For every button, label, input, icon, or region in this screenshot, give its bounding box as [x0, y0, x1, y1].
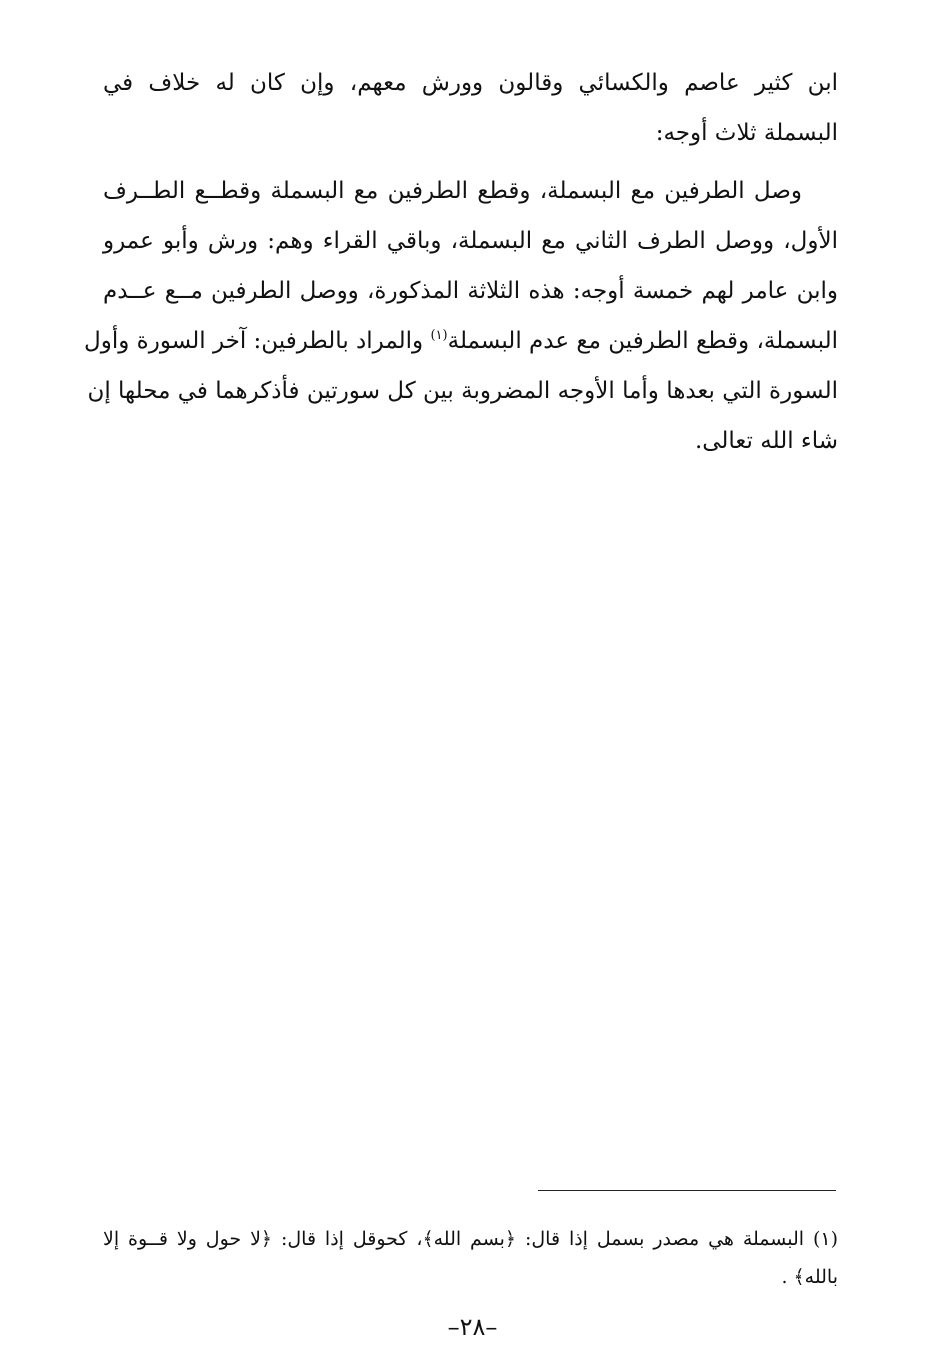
footnote — [103, 1220, 838, 1296]
text-line-7: السورة التي بعدها وأما الأوجه المضروبة بين كل سورتين فأذكرهما في محلها إن — [87, 378, 838, 404]
page-number: –٢٨– — [447, 1313, 498, 1341]
footnote-line-1: (١) البسملة هي مصدر بسمل إذا قال: ﴿بسم الله﴾، كحوقل إذا قال: ﴿لا حول ولا قــوة إلا — [103, 1228, 838, 1250]
text-line-2: البسملة ثلاث أوجه: — [655, 120, 838, 146]
main-text — [84, 58, 838, 466]
text-line-5: وابن عامر لهم خمسة أوجه: هذه الثلاثة المذكورة، ووصل الطرفين مــع عــدم — [103, 278, 838, 304]
footnote-line-2: بالله﴾ . — [781, 1266, 838, 1288]
text-line-6-part-a: البسملة، وقطع الطرفين مع عدم البسملة — [447, 328, 838, 354]
text-line-6 — [84, 316, 838, 366]
text-line-3: وصل الطرفين مع البسملة، وقطع الطرفين مع البسملة وقطــع الطــرف — [103, 178, 802, 204]
text-line-4: الأول، ووصل الطرف الثاني مع البسملة، وباقي القراء وهم: ورش وأبو عمرو — [103, 228, 838, 254]
footnote-separator — [538, 1190, 836, 1191]
text-line-8: شاء الله تعالى. — [694, 428, 838, 454]
text-line-6-part-b: والمراد بالطرفين: آخر السورة وأول — [84, 328, 424, 354]
footnote-reference-marker[interactable]: (١) — [430, 328, 448, 343]
text-line-1: ابن كثير عاصم والكسائي وقالون وورش معهم، وإن كان له خلاف في — [103, 70, 838, 96]
paragraph-gap — [103, 158, 838, 166]
